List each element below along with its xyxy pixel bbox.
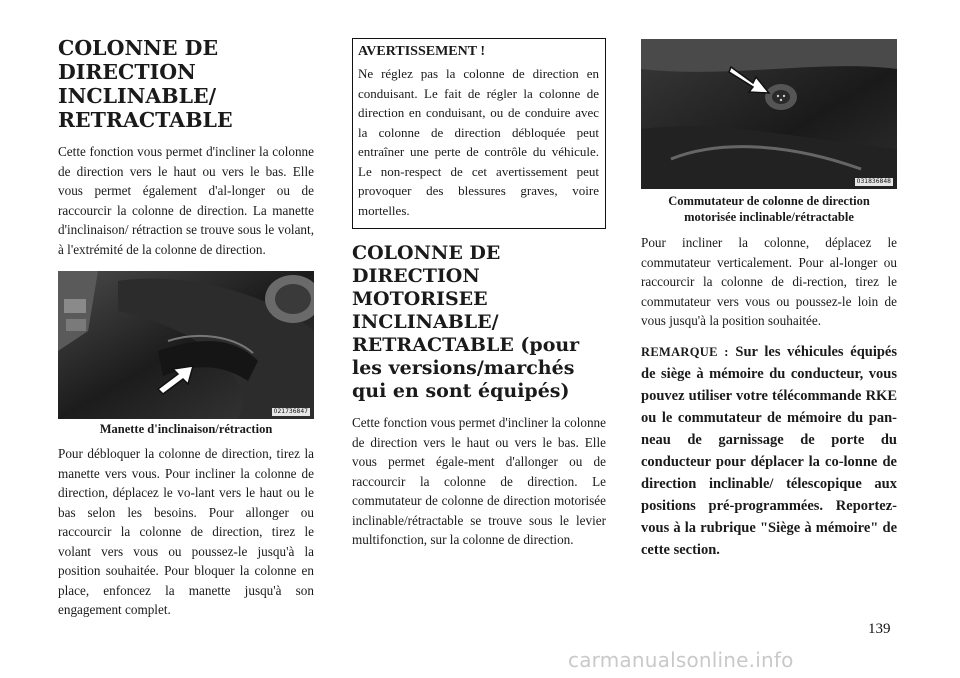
tilt-instructions-paragraph: Pour débloquer la colonne de direction, tirez la manette vers vous. Pour incliner la colonne de direction, déplacez le vo-lant vers le haut ou le bas selon les besoins. Pour allonger ou raccourcir la colonne de direction, tirez le volant vers vous ou poussez-le jusqu'à la position souhaitée. Pour bloquer la colonne en place, enfoncez la manette jusqu'à son engagement complet. — [58, 446, 314, 617]
section-heading-tilt-column: COLONNE DE DIRECTION INCLINABLE/ RETRACTABLE — [58, 36, 233, 132]
tilt-lever-photo — [58, 271, 314, 419]
page-number: 139 — [868, 621, 891, 637]
tilt-lever-caption: Manette d'inclinaison/rétraction — [99, 422, 273, 436]
power-switch-photo — [641, 39, 897, 189]
warning-title: AVERTISSEMENT ! — [358, 44, 485, 59]
left-column — [58, 36, 314, 620]
tilt-intro-paragraph: Cette fonction vous permet d'incliner la colonne de direction vers le haut ou vers le bas. Elle vous permet également d'al-longer ou de raccourcir la colonne de direction. La manette d'inclinaison/ rétraction se trouve sous le volant, à l'extrémité de la colonne de direction. — [58, 144, 314, 257]
middle-column — [352, 38, 606, 550]
photo-reference-code: 021736847 — [273, 408, 308, 415]
note-text: Sur les véhicules équipés de siège à mémoire du conducteur, vous pouvez utiliser votre télécommande RKE ou le commutateur de mémoire du pan-neau de garnissage de porte du conducteur pour déplacer la co-lonne de direction inclinable/ télescopique aux positions pré-programmées. Reportez-vous à la rubrique "Siège à mémoire" de cette section. — [641, 343, 898, 558]
memory-seat-note — [641, 341, 897, 561]
warning-box — [352, 38, 606, 229]
power-switch-caption: Commutateur de colonne de direction motorisée inclinable/rétractable — [668, 194, 870, 224]
watermark: carmanualsonline.info — [568, 648, 794, 672]
section-heading-power-tilt-column: COLONNE DE DIRECTION MOTORISEE INCLINABLE/ RETRACTABLE (pour les versions/marchés qui en sont équipés) — [352, 242, 580, 402]
photo-reference-code: 031836848 — [856, 178, 891, 185]
warning-text: Ne réglez pas la colonne de direction en conduisant. Le fait de régler la colonne de direction en conduisant, ou de conduire avec la colonne de direction débloquée peut entraîner une perte de contrôle du véhicule. Le non-respect de cet avertissement peut provoquer des blessures graves, voire mortelles. — [358, 66, 599, 218]
note-label: REMARQUE : — [641, 344, 729, 359]
power-switch-instructions: Pour incliner la colonne, déplacez le commutateur verticalement. Pour al-longer ou raccourcir la colonne de di-rection, tirez le commutateur vers vous ou poussez-le loin de vous jusqu'à la position souhaitée. — [641, 235, 897, 328]
power-tilt-intro-paragraph: Cette fonction vous permet d'incliner la colonne de direction vers le haut ou vers le bas. Elle vous permet égale-ment d'allonger ou de raccourcir la colonne de direction. Le commutateur de colonne de direction motorisée inclinable/rétractable se trouve sous le levier multifonction, sur la colonne de direction. — [352, 415, 606, 547]
right-column — [641, 39, 897, 561]
